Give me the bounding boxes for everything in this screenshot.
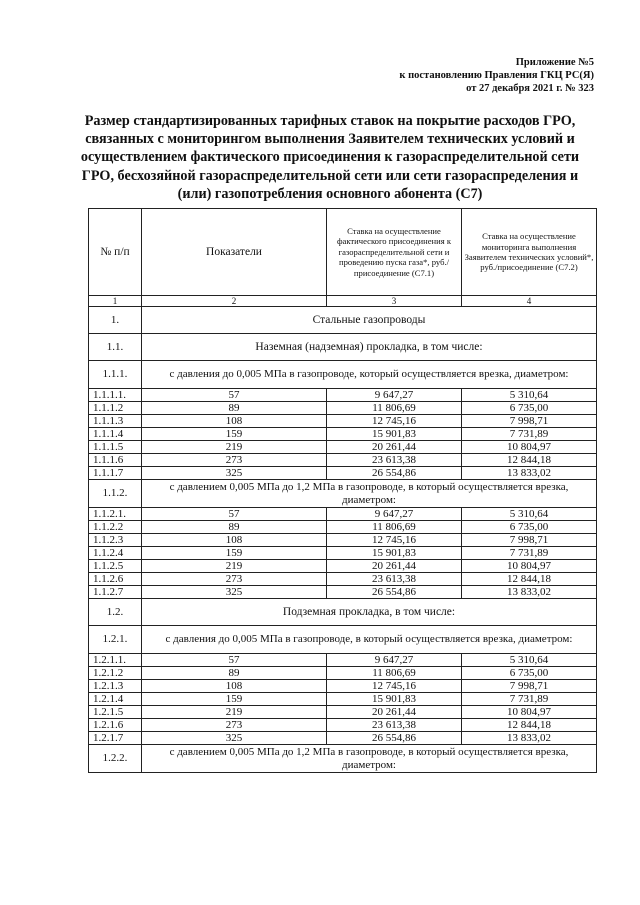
row-rate-c71: 11 806,69 [327,402,462,415]
row-rate-c71: 11 806,69 [327,667,462,680]
row-number: 1.1.1.4 [89,428,142,441]
appendix-decree: к постановлению Правления ГКЦ РС(Я) [399,70,594,81]
section-label: Стальные газопроводы [142,307,597,334]
row-rate-c71: 15 901,83 [327,428,462,441]
section-label: Наземная (надземная) прокладка, в том числе: [142,334,597,361]
row-diameter: 273 [142,719,327,732]
row-rate-c71: 20 261,44 [327,706,462,719]
row-rate-c72: 13 833,02 [462,732,597,745]
row-rate-c72: 6 735,00 [462,521,597,534]
row-diameter: 89 [142,667,327,680]
table-row [89,732,597,745]
row-diameter: 159 [142,547,327,560]
row-number: 1.1.1.1. [89,389,142,402]
row-number: 1.2.1.2 [89,667,142,680]
column-number: 3 [327,296,462,307]
row-rate-c72: 6 735,00 [462,667,597,680]
row-rate-c72: 7 998,71 [462,680,597,693]
table-row [89,547,597,560]
row-diameter: 57 [142,508,327,521]
row-number: 1.2.1.1. [89,654,142,667]
section-number: 1.1.2. [89,480,142,508]
row-rate-c72: 7 731,89 [462,547,597,560]
row-number: 1.1.1.5 [89,441,142,454]
row-number: 1.1.2.3 [89,534,142,547]
table-row [89,719,597,732]
section-label: Подземная прокладка, в том числе: [142,599,597,626]
row-diameter: 89 [142,402,327,415]
appendix-date: от 27 декабря 2021 г. № 323 [466,83,594,94]
row-number: 1.1.2.5 [89,560,142,573]
row-rate-c71: 9 647,27 [327,654,462,667]
header-rate-c72: Ставка на осуществление мониторинга выполнения Заявителем технических условий*, руб./присоединение (С7.2) [462,209,597,296]
table-row [89,428,597,441]
row-number: 1.2.1.6 [89,719,142,732]
row-number: 1.1.2.1. [89,508,142,521]
row-rate-c71: 20 261,44 [327,441,462,454]
row-number: 1.1.1.2 [89,402,142,415]
row-number: 1.1.2.4 [89,547,142,560]
row-diameter: 159 [142,428,327,441]
table-row [89,706,597,719]
row-number: 1.1.2.6 [89,573,142,586]
appendix-number: Приложение №5 [515,57,594,68]
row-rate-c71: 15 901,83 [327,547,462,560]
row-number: 1.1.2.7 [89,586,142,599]
section-number: 1.1.1. [89,361,142,389]
row-rate-c72: 7 998,71 [462,534,597,547]
row-rate-c72: 7 998,71 [462,415,597,428]
row-rate-c71: 26 554,86 [327,467,462,480]
row-rate-c71: 12 745,16 [327,680,462,693]
table-row [89,441,597,454]
row-number: 1.2.1.4 [89,693,142,706]
row-rate-c72: 12 844,18 [462,454,597,467]
row-number: 1.2.1.7 [89,732,142,745]
row-rate-c72: 5 310,64 [462,654,597,667]
row-rate-c71: 9 647,27 [327,508,462,521]
row-diameter: 108 [142,415,327,428]
row-number: 1.2.1.3 [89,680,142,693]
section-row [89,745,597,773]
section-number: 1.1. [89,334,142,361]
row-rate-c72: 10 804,97 [462,560,597,573]
row-number: 1.1.1.6 [89,454,142,467]
row-rate-c71: 12 745,16 [327,534,462,547]
document-title: Размер стандартизированных тарифных ставок на покрытие расходов ГРО, связанных с мониторингом выполнения Заявителем технических условий и осуществлением фактического присоединения к газораспределительной сети ГРО, бесхозяйной газораспределительной сети или сети газораспределения и (или) газопотребления основного абонента (С7) [80,113,580,202]
section-label: с давления до 0,005 МПа в газопроводе, который осуществляется врезка, диаметром: [142,361,597,389]
section-label: с давлением 0,005 МПа до 1,2 МПа в газопроводе, в который осуществляется врезка, диаметром: [142,745,597,773]
row-rate-c72: 13 833,02 [462,586,597,599]
header-indicators: Показатели [142,209,327,296]
row-diameter: 108 [142,680,327,693]
header-number: № п/п [89,209,142,296]
section-number: 1.2.2. [89,745,142,773]
column-number: 4 [462,296,597,307]
table-row [89,560,597,573]
column-number: 2 [142,296,327,307]
section-row [89,361,597,389]
tariff-table [88,208,597,773]
row-rate-c71: 15 901,83 [327,693,462,706]
table-row [89,586,597,599]
table-row [89,667,597,680]
row-diameter: 325 [142,467,327,480]
section-label: с давлением 0,005 МПа до 1,2 МПа в газопроводе, в который осуществляется врезка, диаметром: [142,480,597,508]
row-diameter: 89 [142,521,327,534]
row-rate-c71: 23 613,38 [327,719,462,732]
row-number: 1.1.1.3 [89,415,142,428]
row-number: 1.1.1.7 [89,467,142,480]
row-rate-c71: 23 613,38 [327,454,462,467]
row-diameter: 219 [142,441,327,454]
row-number: 1.2.1.5 [89,706,142,719]
section-row [89,626,597,654]
row-rate-c72: 12 844,18 [462,573,597,586]
row-rate-c72: 6 735,00 [462,402,597,415]
table-row [89,521,597,534]
row-rate-c71: 26 554,86 [327,586,462,599]
row-rate-c72: 10 804,97 [462,706,597,719]
row-diameter: 108 [142,534,327,547]
row-diameter: 273 [142,573,327,586]
row-diameter: 57 [142,389,327,402]
table-row [89,389,597,402]
row-rate-c72: 5 310,64 [462,389,597,402]
column-number: 1 [89,296,142,307]
row-rate-c72: 10 804,97 [462,441,597,454]
row-rate-c71: 23 613,38 [327,573,462,586]
row-rate-c71: 26 554,86 [327,732,462,745]
row-rate-c71: 9 647,27 [327,389,462,402]
table-row [89,454,597,467]
section-row [89,599,597,626]
row-rate-c72: 5 310,64 [462,508,597,521]
table-row [89,693,597,706]
section-label: с давления до 0,005 МПа в газопроводе, в который осуществляется врезка, диаметром: [142,626,597,654]
row-diameter: 273 [142,454,327,467]
table-row [89,402,597,415]
row-rate-c71: 11 806,69 [327,521,462,534]
table-row [89,680,597,693]
row-rate-c71: 12 745,16 [327,415,462,428]
row-diameter: 325 [142,732,327,745]
column-number-row [89,296,597,307]
section-number: 1.2. [89,599,142,626]
row-rate-c72: 7 731,89 [462,693,597,706]
row-rate-c71: 20 261,44 [327,560,462,573]
table-row [89,654,597,667]
row-rate-c72: 7 731,89 [462,428,597,441]
row-number: 1.1.2.2 [89,521,142,534]
section-row [89,307,597,334]
section-row [89,480,597,508]
table-row [89,508,597,521]
table-row [89,534,597,547]
table-body [89,307,597,773]
table-header-row [89,209,597,296]
row-diameter: 219 [142,560,327,573]
row-diameter: 57 [142,654,327,667]
table-row [89,467,597,480]
section-row [89,334,597,361]
table-row [89,573,597,586]
row-rate-c72: 12 844,18 [462,719,597,732]
row-diameter: 159 [142,693,327,706]
section-number: 1. [89,307,142,334]
header-rate-c71: Ставка на осуществление фактического присоединения к газораспределительной сети и проведению пуска газа*, руб./присоединение (С7.1) [327,209,462,296]
row-diameter: 325 [142,586,327,599]
section-number: 1.2.1. [89,626,142,654]
row-rate-c72: 13 833,02 [462,467,597,480]
appendix-header [399,56,594,95]
table-row [89,415,597,428]
row-diameter: 219 [142,706,327,719]
